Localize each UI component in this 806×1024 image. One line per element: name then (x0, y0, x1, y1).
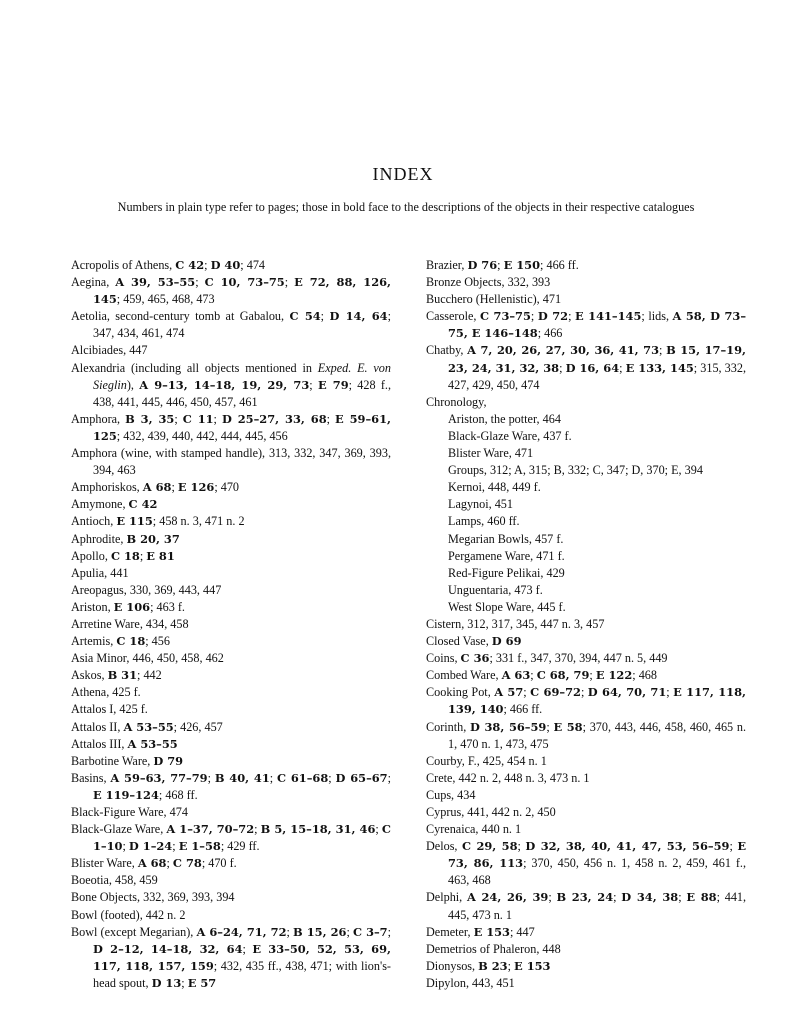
catalogue-reference: B 20, 37 (126, 531, 180, 546)
index-entry (71, 479, 391, 496)
catalogue-reference: B 31 (107, 668, 138, 683)
entry-text: Demeter, (426, 924, 474, 939)
catalogue-reference: B 23 (478, 958, 508, 973)
entry-text: Black-Figure Ware, 474 (71, 805, 188, 819)
entry-text: ; (548, 890, 557, 905)
index-entry (426, 599, 746, 616)
entry-text: Crete, 442 n. 2, 448 n. 3, 473 n. 1 (426, 770, 590, 785)
catalogue-reference: B 15, 26 (293, 924, 347, 939)
catalogue-reference: C 11 (182, 411, 214, 426)
index-entry (71, 650, 391, 667)
entry-text: Coins, (426, 651, 461, 666)
index-entry (71, 360, 391, 411)
entry-text: Boeotia, 458, 459 (71, 873, 158, 888)
entry-text: Attalos III, (71, 736, 128, 751)
entry-text: Courby, F., 425, 454 n. 1 (426, 753, 547, 768)
index-entry (71, 257, 391, 274)
entry-text: Antioch, (71, 514, 117, 529)
entry-text: Bowl (footed), 442 n. 2 (71, 907, 186, 922)
index-entry (426, 257, 746, 274)
entry-text: ; 470 (214, 480, 240, 495)
catalogue-reference: C 54 (289, 309, 321, 324)
entry-text: ; 441, 445, 473 n. 1 (448, 890, 747, 922)
entry-text: ; 466 ff. (503, 702, 543, 717)
index-entry (426, 889, 746, 923)
catalogue-reference: D 40 (210, 258, 241, 272)
catalogue-reference: D 32, 38, 40, 41, 47, 53, 56–59 (525, 839, 730, 854)
entry-text: Cups, 434 (426, 787, 476, 802)
entry-text: ; (678, 890, 687, 905)
catalogue-reference: E 122 (595, 668, 633, 683)
catalogue-reference: D 16, 64 (565, 360, 620, 375)
index-entry (426, 428, 746, 445)
index-entry (71, 855, 391, 872)
entry-text: ; 432, 439, 440, 442, 444, 445, 456 (116, 428, 288, 443)
catalogue-reference: E 106 (113, 599, 151, 614)
entry-text: Acropolis of Athens, (71, 258, 176, 272)
entry-text: Athena, 425 f. (71, 685, 141, 700)
entry-text: ; 370, 450, 456 n. 1, 458 n. 2, 459, 461 f., 463, 468 (448, 856, 747, 888)
entry-text: ; 470 f. (201, 856, 237, 871)
catalogue-reference: A 24, 26, 39 (466, 890, 549, 905)
entry-text: Aegina, (71, 275, 116, 290)
entry-text: ; (284, 275, 295, 290)
catalogue-reference: C 18 (110, 548, 140, 563)
entry-text: Apulia, 441 (71, 565, 129, 580)
entry-text: Artemis, (71, 634, 117, 649)
entry-text: ; (269, 770, 278, 785)
catalogue-reference: A 7, 20, 26, 27, 30, 36, 41, 73 (467, 343, 660, 358)
catalogue-reference: E 117, 118, 139, 140 (448, 685, 746, 717)
entry-text: ; (530, 309, 538, 324)
catalogue-reference: B 23, 24 (556, 890, 614, 905)
entry-text: ; (729, 839, 738, 854)
entry-text: ; (171, 480, 178, 495)
entry-text: Pergamene Ware, 471 f. (448, 548, 565, 563)
entry-text: Asia Minor, 446, 450, 458, 462 (71, 651, 224, 666)
entry-text: ; (174, 411, 183, 426)
entry-text: ; (181, 975, 188, 990)
index-entry (71, 531, 391, 548)
entry-text: Alcibiades, 447 (71, 343, 148, 358)
catalogue-reference: A 59–63, 77–79 (110, 770, 208, 785)
entry-text: Basins, (71, 770, 111, 785)
index-entry (426, 445, 746, 462)
catalogue-reference: B 3, 35 (125, 411, 175, 426)
entry-text: ; (666, 685, 674, 700)
index-entry (426, 513, 746, 530)
index-entry (426, 496, 746, 513)
catalogue-reference: E 150 (503, 258, 541, 272)
index-entry (426, 633, 746, 650)
index-introduction: Numbers in plain type refer to pages; those in bold face to the descriptions of the objects in their respective catalogues (117, 200, 695, 214)
entry-text: ; (204, 258, 211, 272)
entry-text: Bucchero (Hellenistic), 471 (426, 292, 562, 307)
entry-text: ; (254, 822, 261, 837)
index-entry (426, 616, 746, 633)
entry-text: ; (166, 856, 173, 871)
entry-text: Groups, 312; A, 315; B, 332; C, 347; D, 370; E, 394 (448, 463, 703, 478)
index-entry (71, 599, 391, 616)
italic-title: Exped. E. von Sieglin (93, 360, 391, 392)
entry-text: ; 474 (240, 258, 266, 272)
index-entry (426, 667, 746, 684)
index-entry (426, 291, 746, 308)
entry-text: ; 463 f. (150, 599, 185, 614)
entry-text: Casserole, (426, 309, 480, 324)
entry-text: Demetrios of Phaleron, 448 (426, 941, 561, 956)
entry-text: ; (207, 770, 215, 785)
entry-text: Unguentaria, 473 f. (448, 582, 543, 597)
entry-text: Barbotine Ware, (71, 753, 154, 768)
entry-text: Amphora, (71, 411, 126, 426)
index-entry (71, 274, 391, 308)
catalogue-reference: E 133, 145 (625, 360, 694, 375)
index-entry (426, 719, 746, 753)
entry-text: Red-Figure Pelikai, 429 (448, 565, 565, 580)
catalogue-reference: B 40, 41 (214, 770, 270, 785)
index-entry (71, 701, 391, 718)
index-entry (426, 804, 746, 821)
index-entry (71, 582, 391, 599)
index-entry (71, 753, 391, 770)
entry-text: ; (568, 309, 575, 324)
catalogue-reference: E 79 (317, 377, 349, 392)
catalogue-reference: A 39, 53–55 (115, 275, 196, 290)
entry-text: ; 466 ff. (540, 258, 579, 272)
catalogue-reference: D 25–27, 33, 68 (221, 411, 327, 426)
index-entry (426, 753, 746, 770)
catalogue-reference: A 68 (137, 856, 167, 871)
catalogue-reference: C 3–7 (352, 924, 388, 939)
entry-text: ; (286, 924, 294, 939)
entry-text: Cistern, 312, 317, 345, 447 n. 3, 457 (426, 616, 605, 631)
catalogue-reference: D 1–24 (128, 839, 173, 854)
catalogue-reference: A 53–55 (127, 736, 178, 751)
index-entry (71, 496, 391, 513)
catalogue-reference: C 36 (460, 651, 490, 666)
index-entry (426, 821, 746, 838)
index-entry (71, 684, 391, 701)
entry-text: Areopagus, 330, 369, 443, 447 (71, 582, 222, 597)
entry-text: Bone Objects, 332, 369, 393, 394 (71, 890, 235, 905)
entry-text: Megarian Bowls, 457 f. (448, 531, 564, 546)
entry-text: Lagynoi, 451 (448, 497, 513, 512)
catalogue-reference: C 73–75 (479, 309, 531, 324)
entry-text: ; 331 f., 347, 370, 394, 447 n. 5, 449 (489, 651, 668, 666)
entry-text: ; (328, 770, 336, 785)
catalogue-reference: E 81 (146, 548, 175, 563)
catalogue-reference: B 15, 17–19, 23, 24, 31, 32, 38 (448, 343, 746, 375)
entry-text: Aphrodite, (71, 531, 127, 546)
catalogue-reference: D 34, 38 (621, 890, 679, 905)
index-entry (71, 308, 391, 342)
entry-text: ; (375, 822, 382, 837)
index-column-right (426, 257, 746, 992)
catalogue-reference: D 65–67 (335, 770, 388, 785)
catalogue-reference: C 1–10 (93, 822, 391, 854)
entry-text: Cooking Pot, (426, 685, 495, 700)
index-entry (426, 650, 746, 667)
catalogue-reference: E 59–61, 125 (93, 411, 391, 443)
index-entry (71, 445, 391, 479)
index-entry (71, 872, 391, 889)
catalogue-reference: A 58, D 73–75, E 146–148 (448, 309, 747, 341)
catalogue-reference: E 57 (187, 975, 217, 990)
index-entry (426, 770, 746, 787)
index-entry (71, 513, 391, 530)
catalogue-reference: C 10, 73–75 (204, 275, 285, 290)
catalogue-reference: E 88 (686, 890, 717, 905)
entry-text: Amymone, (71, 497, 129, 512)
entry-text: ; 426, 457 (173, 719, 223, 734)
catalogue-reference: E 73, 86, 113 (448, 839, 746, 871)
index-entry (426, 342, 746, 393)
entry-text: ; (122, 839, 129, 854)
catalogue-reference: D 38, 56–59 (470, 719, 547, 734)
catalogue-reference: C 78 (172, 856, 202, 871)
entry-text: ; (507, 958, 515, 973)
entry-text: ; (387, 924, 391, 939)
catalogue-reference: E 141–145 (575, 309, 642, 324)
index-entry (426, 941, 746, 958)
entry-text: ; 456 (145, 634, 170, 649)
entry-text: ; (326, 411, 336, 426)
entry-text: Brazier, (426, 258, 468, 272)
entry-text: Attalos I, 425 f. (71, 702, 148, 717)
index-entry (426, 308, 746, 342)
index-entry (426, 274, 746, 291)
catalogue-reference: E 33–50, 52, 53, 69, 117, 118, 157, 159 (93, 941, 391, 973)
entry-text: ; (139, 548, 147, 563)
catalogue-reference: E 115 (116, 514, 153, 529)
entry-text: ; 432, 435 ff., 438, 471; with lion's-head spout, (93, 958, 391, 990)
index-entry (426, 548, 746, 565)
index-entry (71, 411, 391, 445)
entry-text: ; (546, 719, 554, 734)
index-entry (426, 582, 746, 599)
entry-text: ; (172, 839, 179, 854)
index-entry (71, 633, 391, 650)
entry-text: ; (309, 377, 318, 392)
entry-text: ; 468 (632, 668, 657, 683)
index-entry (71, 889, 391, 906)
entry-text: Aetolia, second-century tomb at Gabalou, (71, 309, 290, 324)
entry-text: Delphi, (426, 890, 467, 905)
catalogue-reference: D 2–12, 14–18, 32, 64 (93, 941, 243, 956)
catalogue-reference: D 64, 70, 71 (587, 685, 667, 700)
entry-text: Alexandria (including all objects mentioned in (71, 360, 318, 375)
entry-text: Combed Ware, (426, 668, 502, 683)
index-entry (426, 531, 746, 548)
entry-text: Chatby, (426, 343, 468, 358)
catalogue-reference: A 1–37, 70–72 (166, 822, 255, 837)
entry-text: ; 428 f., 438, 441, 445, 446, 450, 457, 461 (93, 377, 392, 409)
entry-text: ; (580, 685, 588, 700)
entry-text: ; (242, 941, 253, 956)
catalogue-reference: D 69 (491, 634, 522, 649)
index-entry (71, 924, 391, 992)
catalogue-reference: D 79 (153, 753, 184, 768)
entry-text: ; (346, 924, 353, 939)
entry-text: ; 315, 332, 427, 429, 450, 474 (448, 360, 746, 392)
catalogue-reference: D 76 (467, 258, 498, 272)
index-entry (426, 958, 746, 975)
index-entry (71, 565, 391, 582)
index-column-left (71, 257, 391, 992)
entry-text: ; (559, 360, 566, 375)
entry-text: ; (517, 839, 526, 854)
catalogue-reference: E 153 (473, 924, 510, 939)
entry-text: Askos, (71, 668, 108, 683)
entry-text: Amphora (wine, with stamped handle), 313, 332, 347, 369, 393, 394, 463 (71, 446, 391, 478)
index-entry (426, 684, 746, 718)
catalogue-reference: E 153 (514, 958, 551, 973)
entry-text: Blister Ware, 471 (448, 446, 534, 461)
entry-text: ; (659, 343, 667, 358)
entry-text: Delos, (426, 839, 462, 854)
entry-text: ; 468 ff. (158, 787, 198, 802)
catalogue-reference: E 119–124 (93, 787, 159, 802)
index-entry (426, 838, 746, 889)
index-entry (426, 394, 746, 411)
index-entry (426, 565, 746, 582)
entry-text: Chronology, (426, 394, 487, 409)
entry-text: Ariston, the potter, 464 (448, 411, 561, 426)
entry-text: ; lids, (641, 309, 673, 324)
entry-text: ; (497, 258, 504, 272)
index-entry (71, 821, 391, 855)
index-entry (426, 787, 746, 804)
index-entry (71, 548, 391, 565)
entry-text: Bowl (except Megarian), (71, 924, 197, 939)
entry-text: Amphoriskos, (71, 480, 143, 495)
catalogue-reference: E 58 (553, 719, 583, 734)
entry-text: Arretine Ware, 434, 458 (71, 616, 189, 631)
entry-text: Bronze Objects, 332, 393 (426, 275, 551, 290)
entry-text: ; 447 (510, 924, 535, 939)
catalogue-reference: C 69–72 (530, 685, 581, 700)
index-entry (71, 736, 391, 753)
entry-text: Closed Vase, (426, 634, 492, 649)
entry-text: Cyrenaica, 440 n. 1 (426, 822, 522, 837)
catalogue-reference: A 53–55 (123, 719, 174, 734)
entry-text: ; 370, 443, 446, 458, 460, 465 n. 1, 470 n. 1, 473, 475 (448, 719, 746, 751)
entry-text: ; 347, 434, 461, 474 (93, 309, 391, 341)
catalogue-reference: C 68, 79 (536, 668, 590, 683)
catalogue-reference: A 57 (494, 685, 524, 700)
catalogue-reference: C 42 (175, 258, 205, 272)
catalogue-reference: A 68 (142, 480, 172, 495)
index-entry (71, 616, 391, 633)
index-entry (71, 342, 391, 359)
catalogue-reference: B 5, 15–18, 31, 46 (260, 822, 376, 837)
index-entry (426, 479, 746, 496)
catalogue-reference: C 29, 58 (461, 839, 518, 854)
catalogue-reference: E 126 (177, 480, 215, 495)
entry-text: Dipylon, 443, 451 (426, 975, 515, 990)
index-entry (71, 770, 391, 804)
page-title: INDEX (372, 164, 434, 184)
entry-text: ; 466 (537, 326, 563, 341)
entry-text: Dionysos, (426, 958, 479, 973)
entry-text: ; (195, 275, 205, 290)
entry-text: ; (619, 360, 626, 375)
entry-text: ; 458 n. 3, 471 n. 2 (152, 514, 245, 529)
entry-text: Kernoi, 448, 449 f. (448, 480, 541, 495)
entry-text: Lamps, 460 ff. (448, 514, 520, 529)
entry-text: ; (213, 411, 222, 426)
catalogue-reference: C 42 (128, 497, 158, 512)
entry-text: ; (613, 890, 622, 905)
entry-text: Apollo, (71, 548, 111, 563)
index-entry (426, 975, 746, 992)
catalogue-reference: E 72, 88, 126, 145 (93, 275, 392, 307)
entry-text: ; (320, 309, 330, 324)
entry-text: Black-Glaze Ware, (71, 822, 167, 837)
entry-text: ; (523, 685, 531, 700)
catalogue-reference: C 61–68 (277, 770, 329, 785)
index-entry (426, 924, 746, 941)
catalogue-reference: A 6–24, 71, 72 (196, 924, 287, 939)
entry-text: Attalos II, (71, 719, 124, 734)
entry-text: ; (530, 668, 537, 683)
catalogue-reference: D 14, 64 (329, 309, 388, 324)
index-entry (71, 719, 391, 736)
index-entry (71, 804, 391, 821)
index-entry (71, 907, 391, 924)
entry-text: Black-Glaze Ware, 437 f. (448, 428, 572, 443)
catalogue-reference: A 63 (501, 668, 531, 683)
catalogue-reference: A 9–13, 14–18, 19, 29, 73 (139, 377, 310, 392)
entry-text: Ariston, (71, 599, 114, 614)
entry-text: ), (126, 377, 140, 392)
entry-text: ; (589, 668, 596, 683)
entry-text: Corinth, (426, 719, 470, 734)
catalogue-reference: E 1–58 (178, 839, 221, 854)
catalogue-reference: D 13 (151, 975, 182, 990)
catalogue-reference: C 18 (116, 634, 146, 649)
index-entry (71, 667, 391, 684)
entry-text: ; 429 ff. (220, 839, 260, 854)
index-entry (426, 411, 746, 428)
index-entry (426, 462, 746, 479)
entry-text: Cyprus, 441, 442 n. 2, 450 (426, 805, 556, 819)
catalogue-reference: D 72 (537, 309, 569, 324)
entry-text: West Slope Ware, 445 f. (448, 599, 566, 614)
entry-text: ; (387, 770, 392, 785)
entry-text: Blister Ware, (71, 856, 138, 871)
entry-text: ; 459, 465, 468, 473 (116, 292, 215, 307)
entry-text: ; 442 (137, 668, 162, 683)
